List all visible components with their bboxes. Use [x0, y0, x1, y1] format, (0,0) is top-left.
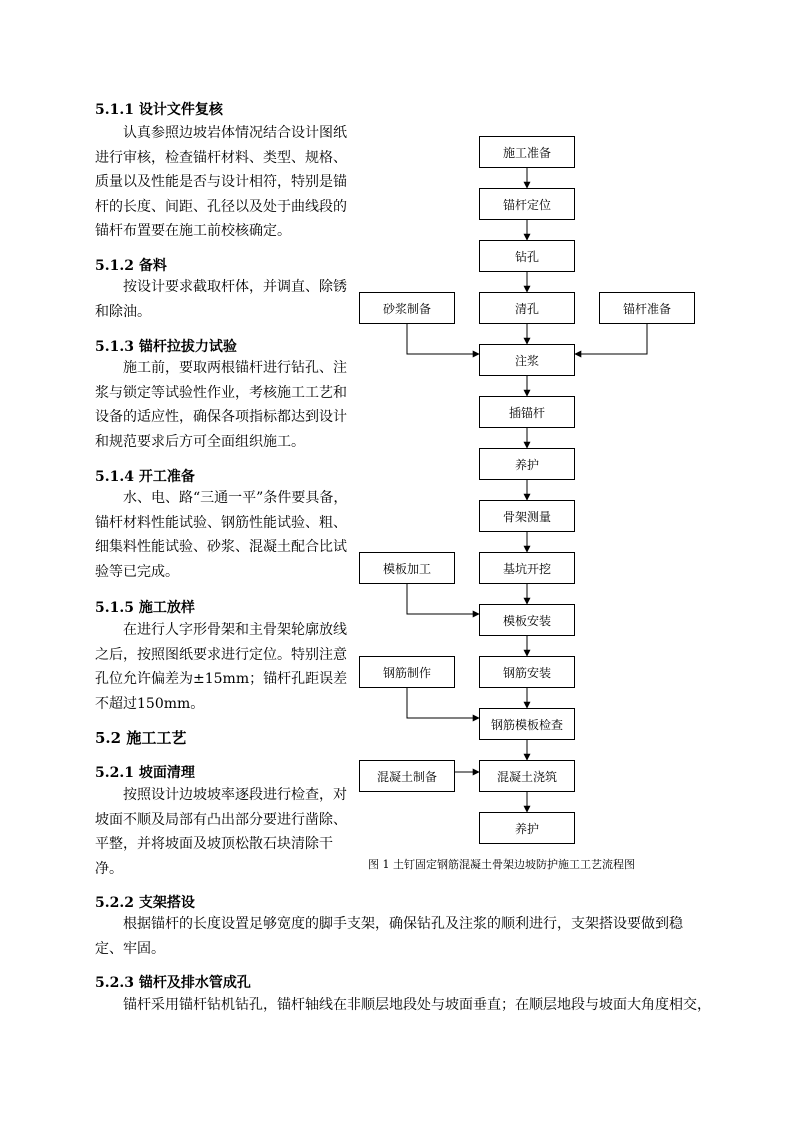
flow-step-8: 骨架测量: [479, 500, 575, 532]
flow-step-12: 钢筋模板检查: [479, 708, 575, 740]
flow-side-concrete: 混凝土制备: [359, 760, 455, 792]
paragraph-5-2-2: 根据锚杆的长度设置足够宽度的脚手支架，确保钻孔及注浆的顺利进行，支架搭设要做到稳定、牢固。: [95, 916, 683, 957]
heading-5-1-2: 5.1.2 备料: [95, 258, 167, 274]
flow-side-mortar: 砂浆制备: [359, 292, 455, 324]
heading-5-2-3: 5.2.3 锚杆及排水管成孔: [95, 975, 251, 991]
flow-step-13: 混凝土浇筑: [479, 760, 575, 792]
paragraph-5-1-3: 施工前，要取两根锚杆进行钻孔、注浆与锁定等试验性作业，考核施工工艺和设备的适应性，确保各项指标都达到设计和规范要求后方可全面组织施工。: [95, 360, 347, 450]
flow-step-9: 基坑开挖: [479, 552, 575, 584]
heading-5-1-1: 5.1.1 设计文件复核: [95, 102, 223, 118]
flow-step-7: 养护: [479, 448, 575, 480]
paragraph-5-1-2: 按设计要求截取杆体，并调直、除锈和除油。: [95, 279, 347, 320]
heading-5-1-4: 5.1.4 开工准备: [95, 469, 195, 485]
heading-5-1-5: 5.1.5 施工放样: [95, 600, 195, 616]
paragraph-5-1-5: 在进行人字形骨架和主骨架轮廓放线之后，按照图纸要求进行定位。特别注意孔位允许偏差为±15mm；锚杆孔距误差不超过150mm。: [95, 622, 348, 712]
flow-step-14: 养护: [479, 812, 575, 844]
flow-step-11: 钢筋安装: [479, 656, 575, 688]
flow-step-6: 插锚杆: [479, 396, 575, 428]
flow-step-1: 施工准备: [479, 136, 575, 168]
flow-step-5: 注浆: [479, 344, 575, 376]
flow-side-formwork: 模板加工: [359, 552, 455, 584]
flow-step-3: 钻孔: [479, 240, 575, 272]
heading-5-2-1: 5.2.1 坡面清理: [95, 765, 195, 781]
heading-5-2-2: 5.2.2 支架搭设: [95, 895, 195, 911]
paragraph-5-2-1: 按照设计边坡坡率逐段进行检查，对坡面不顺及局部有凸出部分要进行凿除、平整，并将坡面及坡顶松散石块清除干净。: [95, 787, 347, 877]
flow-step-2: 锚杆定位: [479, 188, 575, 220]
heading-5-2: 5.2 施工工艺: [95, 729, 187, 747]
flowchart: [355, 130, 705, 880]
flow-side-rebar: 钢筋制作: [359, 656, 455, 688]
flow-step-10: 模板安装: [479, 604, 575, 636]
heading-5-1-3: 5.1.3 锚杆拉拔力试验: [95, 339, 237, 355]
paragraph-5-2-3: 锚杆采用锚杆钻机钻孔，锚杆轴线在非顺层地段处与坡面垂直；在顺层地段与坡面大角度相交，: [123, 997, 711, 1013]
paragraph-5-1-4: 水、电、路“三通一平”条件要具备，锚杆材料性能试验、钢筋性能试验、粗、细集料性能试验、砂浆、混凝土配合比试验等已完成。: [95, 490, 348, 580]
figure-caption: 图 1 土钉固定钢筋混凝土骨架边坡防护施工工艺流程图: [368, 858, 635, 871]
paragraph-5-1-1: 认真参照边坡岩体情况结合设计图纸进行审核，检查锚杆材料、类型、规格、质量以及性能是否与设计相符，特别是锚杆的长度、间距、孔径以及处于曲线段的锚杆布置要在施工前校核确定。: [95, 125, 347, 239]
flow-step-4: 清孔: [479, 292, 575, 324]
flow-side-anchor: 锚杆准备: [599, 292, 695, 324]
